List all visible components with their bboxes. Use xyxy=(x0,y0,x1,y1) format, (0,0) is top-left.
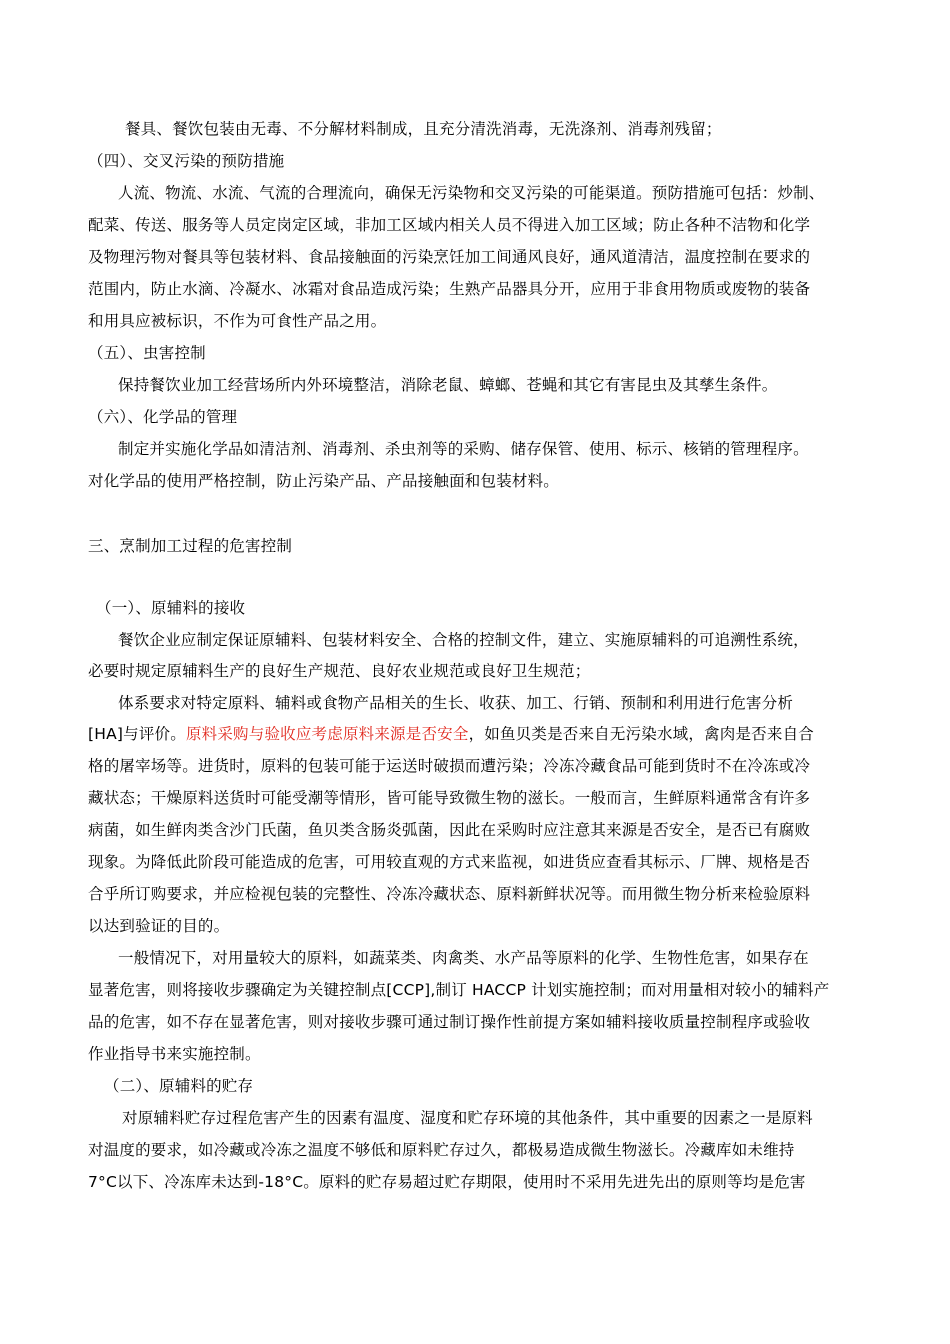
section-heading: （一）、原辅料的接收 xyxy=(96,599,246,617)
paragraph-line: 及物理污物对餐具等包装材料、食品接触面的污染烹饪加工间通风良好，通风道清洁，温度控制在要求的 xyxy=(88,248,811,266)
chapter-heading: 三、烹制加工过程的危害控制 xyxy=(88,537,293,555)
paragraph-line: 藏状态；干燥原料送货时可能受潮等情形，皆可能导致微生物的滋长。一般而言，生鲜原料通常含有许多 xyxy=(88,789,811,807)
paragraph-line: 人流、物流、水流、气流的合理流向，确保无污染物和交叉污染的可能渠道。预防措施可包括：炒制、 xyxy=(118,184,825,202)
paragraph-line: 品的危害，如不存在显著危害，则对接收步骤可通过制订操作性前提方案如辅料接收质量控制程序或验收 xyxy=(88,1013,811,1031)
paragraph-line: 配菜、传送、服务等人员定岗定区域，非加工区域内相关人员不得进入加工区域；防止各种不洁物和化学 xyxy=(88,216,811,234)
paragraph-line: 对温度的要求，如冷藏或冷冻之温度不够低和原料贮存过久，都极易造成微生物滋长。冷藏库如未维持 xyxy=(88,1141,795,1159)
paragraph-line: 对原辅料贮存过程危害产生的因素有温度、湿度和贮存环境的其他条件，其中重要的因素之一是原料 xyxy=(122,1109,813,1127)
paragraph-line: 餐饮企业应制定保证原辅料、包装材料安全、合格的控制文件，建立、实施原辅料的可追溯性系统， xyxy=(118,631,809,649)
section-heading: （四）、交叉污染的预防措施 xyxy=(88,152,285,170)
text-segment: [HA]与评价。 xyxy=(88,725,186,743)
paragraph-line: 必要时规定原辅料生产的良好生产规范、良好农业规范或良好卫生规范； xyxy=(88,662,591,680)
paragraph-line: 7°C以下、冷冻库未达到-18°C。原料的贮存易超过贮存期限，使用时不采用先进先出的原则等均是危害 xyxy=(88,1173,806,1191)
paragraph-line-highlight xyxy=(88,723,814,745)
section-heading: （六）、化学品的管理 xyxy=(88,408,238,426)
highlighted-text: 原料采购与验收应考虑原料来源是否安全 xyxy=(185,725,469,743)
paragraph-line: 作业指导书来实施控制。 xyxy=(88,1045,261,1063)
paragraph-line: 一般情况下，对用量较大的原料，如蔬菜类、肉禽类、水产品等原料的化学、生物性危害，如果存在 xyxy=(118,949,809,967)
paragraph-line: 显著危害，则将接收步骤确定为关键控制点[CCP],制订 HACCP 计划实施控制；而对用量相对较小的辅料产 xyxy=(88,981,830,999)
text-segment: ，如鱼贝类是否来自无污染水域，禽肉是否来自合 xyxy=(468,725,814,743)
paragraph-line: 现象。为降低此阶段可能造成的危害，可用较直观的方式来监视，如进货应查看其标示、厂牌、规格是否 xyxy=(88,853,811,871)
paragraph-line: 和用具应被标识，不作为可食性产品之用。 xyxy=(88,312,387,330)
paragraph-line: 范围内，防止水滴、冷凝水、冰霜对食品造成污染；生熟产品器具分开，应用于非食用物质或废物的装备 xyxy=(88,280,811,298)
section-heading: （二）、原辅料的贮存 xyxy=(104,1077,254,1095)
paragraph-line: 格的屠宰场等。进货时，原料的包装可能于运送时破损而遭污染；冷冻冷藏食品可能到货时不在冷冻或冷 xyxy=(88,757,811,775)
paragraph-line: 对化学品的使用严格控制，防止污染产品、产品接触面和包装材料。 xyxy=(88,472,560,490)
paragraph-line: 制定并实施化学品如清洁剂、消毒剂、杀虫剂等的采购、储存保管、使用、标示、核销的管理程序。 xyxy=(118,440,809,458)
paragraph-line: 保持餐饮业加工经营场所内外环境整洁，消除老鼠、蟑螂、苍蝇和其它有害昆虫及其孳生条件。 xyxy=(118,376,778,394)
paragraph-line: 体系要求对特定原料、辅料或食物产品相关的生长、收获、加工、行销、预制和利用进行危害分析 xyxy=(118,694,794,712)
paragraph-line: 病菌，如生鲜肉类含沙门氏菌，鱼贝类含肠炎弧菌，因此在采购时应注意其来源是否安全，是否已有腐败 xyxy=(88,821,811,839)
paragraph-line: 餐具、餐饮包装由无毒、不分解材料制成，且充分清洗消毒，无洗涤剂、消毒剂残留； xyxy=(125,120,722,138)
paragraph-line: 以达到验证的目的。 xyxy=(88,917,230,935)
section-heading: （五）、虫害控制 xyxy=(88,344,206,362)
paragraph-line: 合乎所订购要求，并应检视包装的完整性、冷冻冷藏状态、原料新鲜状况等。而用微生物分析来检验原料 xyxy=(88,885,811,903)
